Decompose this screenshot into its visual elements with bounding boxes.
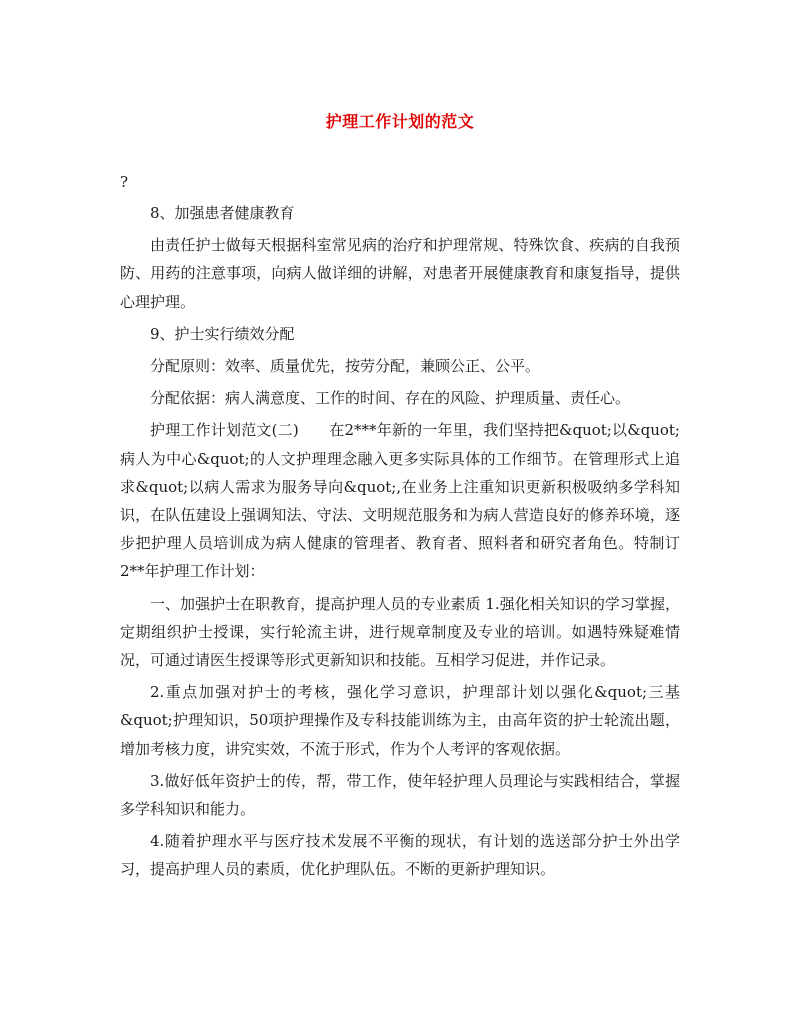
paragraph-item-4: 4.随着护理水平与医疗技术发展不平衡的现状，有计划的选送部分护士外出学习，提高护理人员的素质，优化护理队伍。不断的更新护理知识。 xyxy=(120,832,680,879)
paragraph-item-3: 3.做好低年资护士的传，帮，带工作，使年轻护理人员理论与实践相结合，掌握多学科知识和能力。 xyxy=(120,771,680,819)
paragraph-distribution-principle: 分配原则：效率、质量优先，按劳分配，兼顾公正、公平。 xyxy=(150,357,541,376)
paragraph-plan-intro: 护理工作计划范文(二) 在2***年新的一年里，我们坚持把&quot;以&quot;病人为中心&quot;的人文护理理念融入更多实际具体的工作细节。在管理形式上追求&quot;以病人需求为服务导向&quot;,在业务上注重知识更新积极吸纳多学科知识，在队伍建设上强调知法、守法、文明规范服务和为病人营造良好的修养环境，逐步把护理人员培训成为病人健康的管理者、教育者、照料者和研究者角色。特制订2**年护理工作计划： xyxy=(120,421,680,581)
question-mark: ? xyxy=(120,173,129,191)
paragraph-section-1: 一、加强护士在职教育，提高护理人员的专业素质 1.强化相关知识的学习掌握，定期组织护士授课，实行轮流主讲，进行规章制度及专业的培训。如遇特殊疑难情况，可通过请医生授课等形式更新知识和技能。互相学习促进，并作记录。 xyxy=(120,594,680,670)
paragraph-item-2: 2.重点加强对护士的考核，强化学习意识，护理部计划以强化&quot;三基&quot;护理知识，50项护理操作及专科技能训练为主，由高年资的护士轮流出题，增加考核力度，讲究实效，不流于形式，作为个人考评的客观依据。 xyxy=(120,683,680,758)
paragraph-health-education: 由责任护士做每天根据科室常见病的治疗和护理常规、特殊饮食、疾病的自我预防、用药的注意事项，向病人做详细的讲解，对患者开展健康教育和康复指导，提供心理护理。 xyxy=(120,236,680,311)
paragraph-heading-9: 9、护士实行绩效分配 xyxy=(150,324,295,343)
paragraph-heading-8: 8、加强患者健康教育 xyxy=(150,204,295,222)
document-body xyxy=(120,199,680,888)
document-title: 护理工作计划的范文 xyxy=(325,112,475,131)
paragraph-distribution-basis: 分配依据：病人满意度、工作的时间、存在的风险、护理质量、责任心。 xyxy=(150,389,631,408)
